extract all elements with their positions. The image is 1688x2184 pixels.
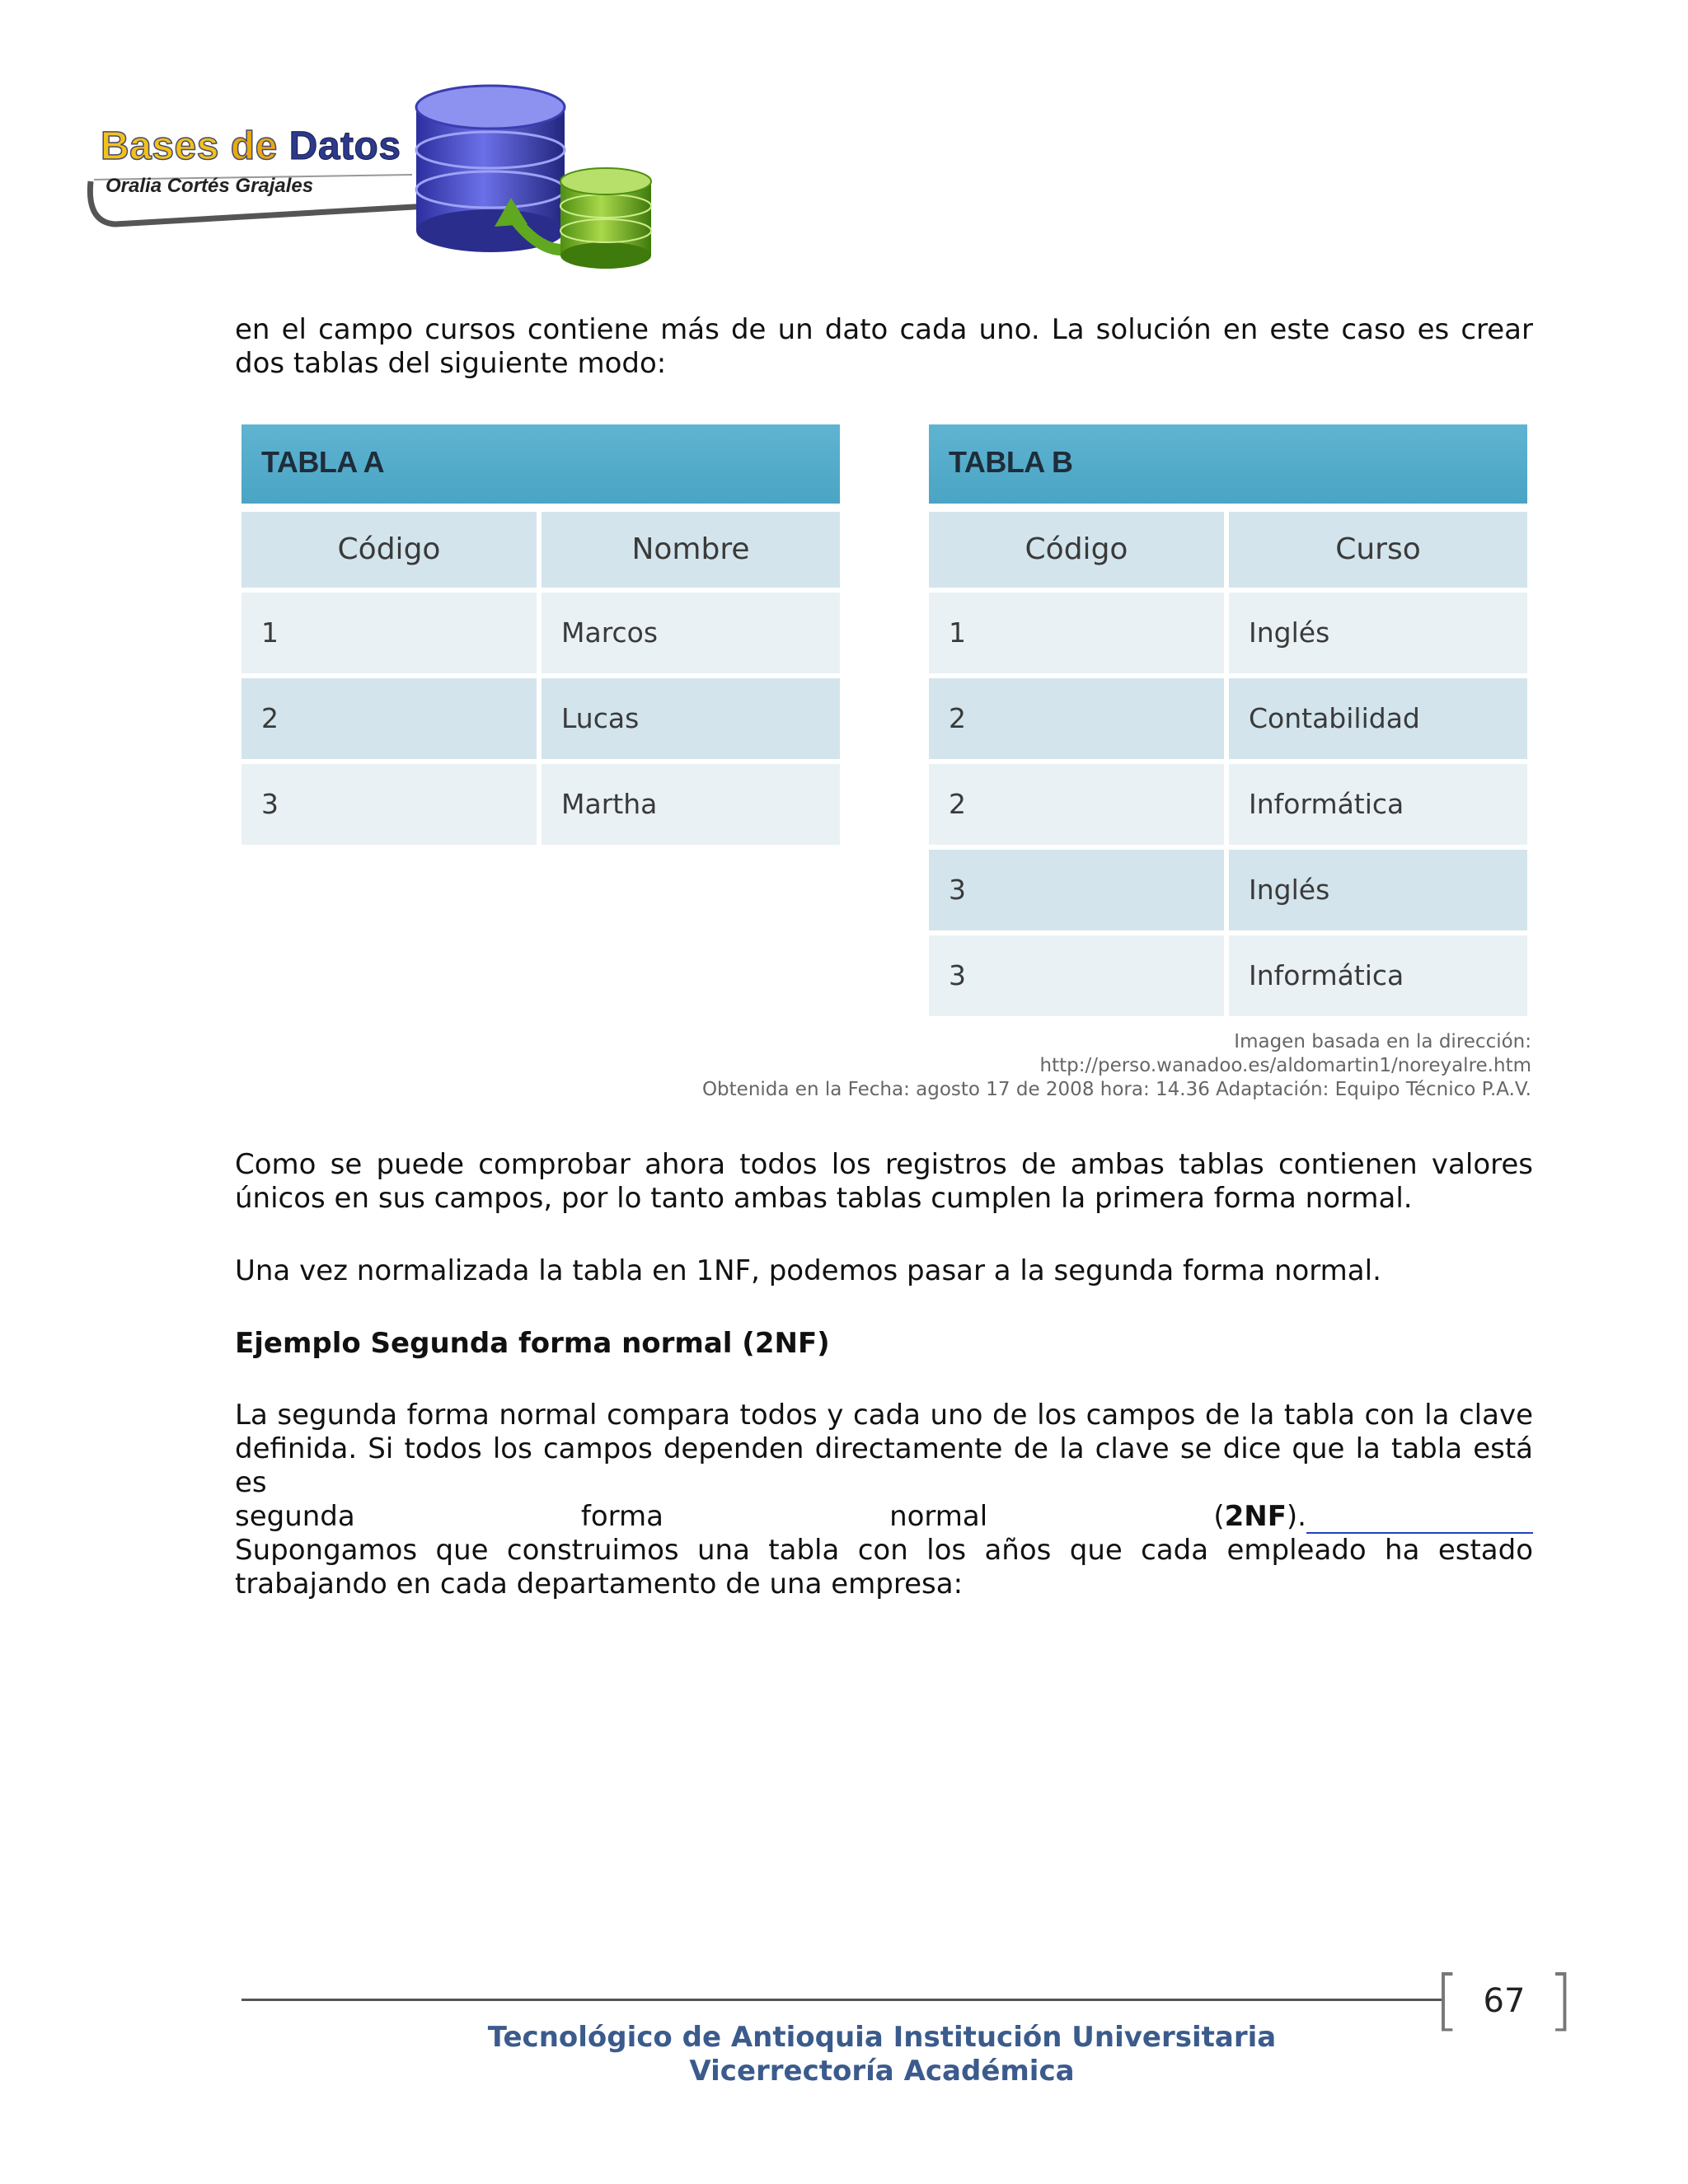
caption-line-1: Imagen basada en la dirección: xyxy=(1234,1031,1531,1052)
word-normal: normal xyxy=(889,1500,988,1533)
table-a-title: TABLA A xyxy=(241,424,840,504)
logo-title xyxy=(101,124,401,169)
page-number-left-bracket: [ xyxy=(1434,1961,1461,2038)
table-a-header-nombre: Nombre xyxy=(542,512,840,588)
paragraph-1nf-next: Una vez normalizada la tabla en 1NF, podemos pasar a la segunda forma normal. xyxy=(235,1254,1381,1287)
table-a-cell: Martha xyxy=(542,764,840,845)
table-b-cell: Informática xyxy=(1229,935,1527,1016)
paragraph-2nf-line-5: trabajando en cada departamento de una empresa: xyxy=(235,1568,964,1601)
table-b-title: TABLA B xyxy=(929,424,1527,504)
intro-paragraph: en el campo cursos contiene más de un dato cada uno. La solución en este caso es crear dos tablas del siguiente modo: xyxy=(235,313,1533,380)
table-b-cell: Inglés xyxy=(1229,850,1527,930)
table-b xyxy=(929,424,1527,1018)
image-caption xyxy=(702,1030,1531,1102)
page-number-right-bracket: ] xyxy=(1548,1961,1574,2038)
section-heading-2nf: Ejemplo Segunda forma normal (2NF) xyxy=(235,1327,830,1360)
term-2nf-bold: 2NF xyxy=(1224,1500,1287,1533)
underline-blank xyxy=(1306,1504,1533,1534)
table-a-cell: Marcos xyxy=(542,593,840,673)
table-a xyxy=(241,424,840,849)
word-forma: forma xyxy=(580,1500,663,1533)
paragraph-2nf-line-3 xyxy=(235,1500,1533,1534)
close-paren: ). xyxy=(1286,1500,1306,1533)
table-a-cell: Lucas xyxy=(542,678,840,759)
table-b-cell: 3 xyxy=(929,850,1224,930)
table-b-cell: 3 xyxy=(929,935,1224,1016)
table-b-cell: Informática xyxy=(1229,764,1527,845)
word-segunda: segunda xyxy=(235,1500,355,1533)
logo-word-datos: Datos xyxy=(288,124,401,168)
table-b-header-curso: Curso xyxy=(1229,512,1527,588)
paragraph-1nf-result: Como se puede comprobar ahora todos los registros de ambas tablas contienen valores únicos en sus campos, por lo tanto ambas tablas cumplen la primera forma normal. xyxy=(235,1148,1533,1215)
paragraph-2nf-line-1: La segunda forma normal compara todos y cada uno de los campos de la tabla con la clave xyxy=(235,1399,1533,1432)
paragraph-2nf-line-4: Supongamos que construimos una tabla con los años que cada empleado ha estado xyxy=(235,1534,1533,1567)
header-logo xyxy=(82,82,676,288)
paragraph-2nf xyxy=(235,1399,1533,1601)
table-b-cell: Inglés xyxy=(1229,593,1527,673)
footer-rule xyxy=(241,1999,1445,2001)
table-a-header-codigo: Código xyxy=(241,512,537,588)
logo-author: Oralia Cortés Grajales xyxy=(106,175,314,197)
page-number: 67 xyxy=(1483,1982,1526,2020)
open-paren: ( xyxy=(1213,1500,1225,1533)
paragraph-2nf-line-2: definida. Si todos los campos dependen directamente de la clave se dice que la tabla está es xyxy=(235,1432,1533,1499)
logo-word-de: de xyxy=(230,124,278,168)
table-b-cell: 2 xyxy=(929,764,1224,845)
table-a-cell: 1 xyxy=(241,593,537,673)
table-b-cell: 1 xyxy=(929,593,1224,673)
term-2nf xyxy=(1213,1500,1533,1534)
table-b-header-codigo: Código xyxy=(929,512,1224,588)
caption-line-3: Obtenida en la Fecha: agosto 17 de 2008 hora: 14.36 Adaptación: Equipo Técnico P.A.V. xyxy=(701,1079,1531,1100)
footer-department: Vicerrectoría Académica xyxy=(689,2055,1075,2088)
table-b-cell: 2 xyxy=(929,678,1224,759)
table-a-cell: 3 xyxy=(241,764,537,845)
caption-url: http://perso.wanadoo.es/aldomartin1/noreyalre.htm xyxy=(1039,1055,1531,1076)
footer-institution: Tecnológico de Antioquia Institución Universitaria xyxy=(487,2021,1277,2054)
table-a-cell: 2 xyxy=(241,678,537,759)
logo-word-bases: Bases xyxy=(101,124,219,168)
table-b-cell: Contabilidad xyxy=(1229,678,1527,759)
